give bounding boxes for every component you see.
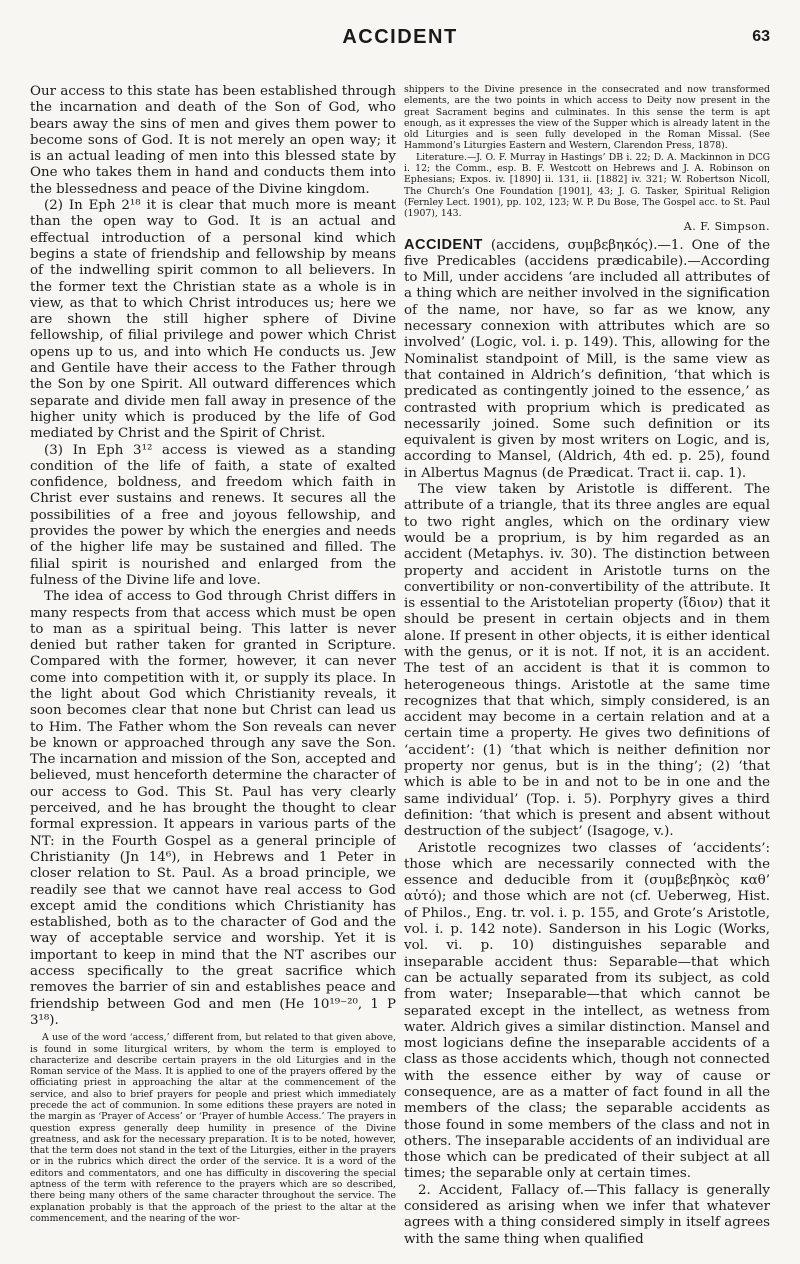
paragraph: (3) In Eph 3¹² access is viewed as a standing condition of the life of faith, a state of exalted confidence, boldness, and freedom which faith in Christ ever sustains and renews. It secures all the possibilities of a free and joyous fellowship, and provides the power by which the energies and needs of the higher life may be sustained and filled. The filial spirit is nourished and enlarged from the fulness of the Divine life and love. — [30, 442, 396, 588]
right-column — [404, 84, 770, 1254]
paragraph: (2) In Eph 2¹⁸ it is clear that much more is meant than the open way to God. It is an actual and effectual introduction of a personal kind which begins a state of friendship and fellowship by means of the indwelling spirit common to all believers. In the former text the Christian state as a whole is in view, as that to which Christ introduces us; here we are shown the still higher sphere of Divine fellowship, of filial privilege and power which Christ opens up to us, and into which He conducts us. Jew and Gentile have their access to the Father through the Son by one Spirit. All outward differences which separate and divide men fall away in presence of the higher unity which is produced by the life of God mediated by Christ and the Spirit of Christ. — [30, 198, 396, 442]
page-number: 63 — [752, 28, 770, 45]
entry-opening — [404, 237, 770, 482]
left-column — [30, 84, 396, 1254]
running-head: ACCIDENT — [342, 26, 458, 48]
paragraph: Aristotle recognizes two classes of ‘accidents’: those which are necessarily connected with the essence and deducible from it (συμβεβηκὸς καθ’ αὑτό); and those which are not (cf. Ueberweg, Hist. of Philos., Eng. tr. vol. i. p. 155, and Grote’s Aristotle, vol. i. p. 142 note). Sanderson in his Logic (Works, vol. vi. p. 10) distinguishes separable and inseparable accident thus: Separable—that which can be actually separated from its subject, as cold from water; Inseparable—that which cannot be separated except in the intellect, as wetness from water. Aldrich gives a similar distinction. Mansel and most logicians define the inseparable accidents of a class as those accidents which, though not connected with the essence either by way of cause or consequence, are as a matter of fact found in all the members of the class; the separable accidents as those found in some members of the class and not in others. The inseparable accidents of an individual are those which can be predicated of their subject at all times; the separable only at certain times. — [404, 840, 770, 1182]
footnote-continuation: shippers to the Divine presence in the consecrated and now transformed elements, are the two points in which access to Deity now present in the great Sacrament begins and culminates. In this sense the term is apt enough, as it expresses the view of the Supper which is already latent in the old Liturgies and is seen fully developed in the Roman Missal. (See Hammond’s Liturgies Eastern and Western, Clarendon Press, 1878). — [404, 84, 770, 152]
paragraph: Our access to this state has been established through the incarnation and death of the Son of God, who bears away the sins of men and gives them power to become sons of God. It is not merely an open way; it is an actual leading of men into this blessed state by One who takes them in hand and conducts them into the blessedness and peace of the Divine kingdom. — [30, 84, 396, 197]
literature-paragraph: Literature.—J. O. F. Murray in Hastings’ DB i. 22; D. A. Mackinnon in DCG i. 12; the Comm., esp. B. F. Westcott on Hebrews and J. A. Robinson on Ephesians; Expos. iv. [1890] ii. 131, ii. [1882] iv. 321; W. Robertson Nicoll, The Church’s One Foundation [1901], 43; J. G. Tasker, Spiritual Religion (Fernley Lect. 1901), pp. 102, 123; W. P. Du Bose, The Gospel acc. to St. Paul (1907), 143. — [404, 151, 770, 220]
paragraph: 2. Accident, Fallacy of.—This fallacy is generally considered as arising when we infer that whatever agrees with a thing considered simply in itself agrees with the same thing when qualified — [404, 1182, 770, 1247]
entry-opening-text: (accidens, συμβεβηκός).—1. One of the five Predicables (accidens prædicabile).—According to Mill, under accidens ‘are included all attributes of a thing which are neither involved in the signification of the name, nor have, so far as we know, any necessary connexion with attributes which are so involved’ (Logic, vol. i. p. 149). This, allowing for the Nominalist standpoint of Mill, is the same view as that contained in Aldrich’s definition, ‘that which is predicated as contingently joined to the essence,’ as contrasted with proprium which is predicated as necessarily joined. Some such definition or its equivalent is given by most writers on Logic, and is, according to Mansel, (Aldrich, 4th ed. p. 25), found in Albertus Magnus (de Prædicat. Tract ii. cap. 1). — [404, 237, 770, 481]
paragraph: The view taken by Aristotle is different. The attribute of a triangle, that its three angles are equal to two right angles, which on the ordinary view would be a proprium, is by him regarded as an accident (Metaphys. iv. 30). The distinction between property and accident in Aristotle turns on the convertibility or non-convertibility of the attribute. It is essential to the Aristotelian property (ἴδιον) that it should be present in certain objects and in them alone. If present in other objects, it is either identical with the genus, or it is not. If not, it is an accident. The test of an accident is that it is common to heterogeneous things. Aristotle at the same time recognizes that that which, simply considered, is an accident may become in a certain relation and at a certain time a property. He gives two definitions of ‘accident’: (1) ‘that which is neither definition nor property nor genus, but is in the thing’; (2) ‘that which is able to be in and not to be in one and the same individual’ (Top. i. 5). Porphyry gives a third definition: ‘that which is present and absent without destruction of the subject’ (Isagoge, v.). — [404, 482, 770, 840]
page-header — [30, 26, 770, 66]
entry-headword: ACCIDENT — [404, 236, 483, 253]
footnote-paragraph: A use of the word ‘access,’ different from, but related to that given above, is found in some liturgical writers, by whom the term is employed to characterize and describe certain prayers in the old Liturgies and in the Roman service of the Mass. It is applied to one of the prayers offered by the officiating priest in approaching the altar at the commencement of the service, and also to brief prayers for people and priest which immediately precede the act of communion. In some editions these prayers are noted in the margin as ‘Prayer of Access’ or ‘Prayer of humble Access.’ The prayers in question express generally deep humility in presence of the Divine greatness, and ask for the necessary preparation. It is to be noted, however, that the term does not stand in the text of the Liturgies, either in the prayers or in the rubrics which direct the order of the service. It is a word of the editors and commentators, and one has difficulty in discovering the special aptness of the term with reference to the prayers which are so described, there being many others of the same character throughout the service. The explanation probably is that the approach of the priest to the altar at the commencement, and the nearing of the wor- — [30, 1032, 396, 1224]
author-signature: A. F. Simpson. — [683, 219, 770, 233]
paragraph: The idea of access to God through Christ differs in many respects from that access which must be open to man as a spiritual being. This latter is never denied but rather taken for granted in Scripture. Compared with the former, however, it can never come into competition with it, or supply its place. In the light about God which Christianity reveals, it soon becomes clear that none but Christ can lead us to Him. The Father whom the Son reveals can never be known or approached through any save the Son. The incarnation and mission of the Son, accepted and believed, must henceforth determine the character of our access to God. This St. Paul has very clearly perceived, and he has brought the thought to clear formal expression. It appears in various parts of the NT: in the Fourth Gospel as a general principle of Christianity (Jn 14⁶), in Hebrews and 1 Peter in closer relation to St. Paul. As a broad principle, we readily see that we cannot have real access to God except amid the conditions which Christianity has established, both as to the character of God and the way of acceptable service and worship. Yet it is important to keep in mind that the NT ascribes our access specifically to the great sacrifice which removes the barrier of sin and establishes peace and friendship between God and men (He 10¹⁹⁻²⁰, 1 P 3¹⁸). — [30, 589, 396, 1028]
